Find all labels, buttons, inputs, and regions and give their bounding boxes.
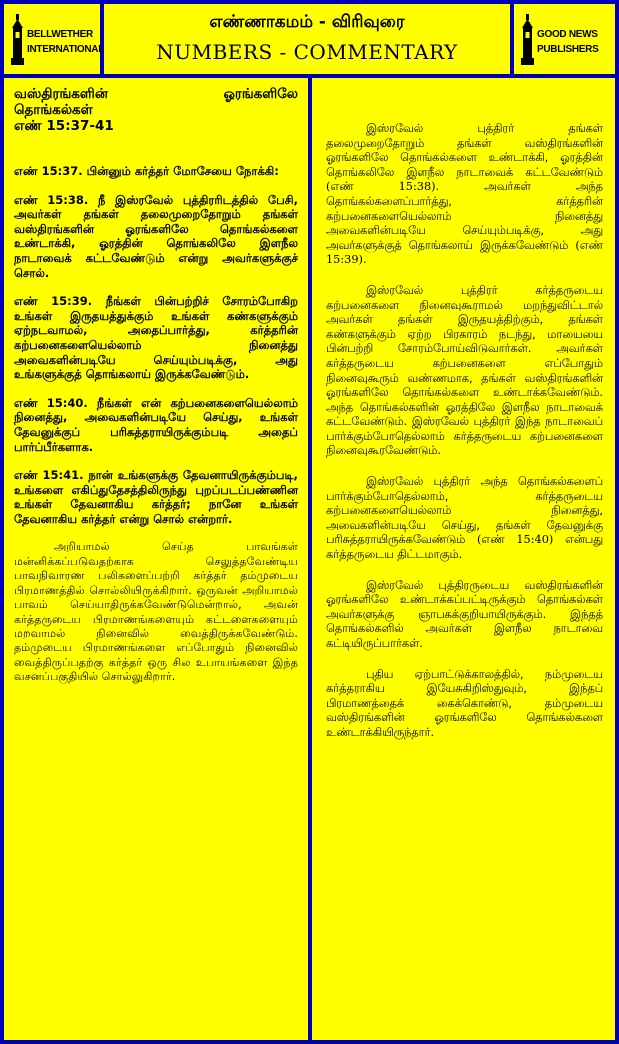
commentary-para-5: புதிய ஏற்பாட்டுக்காலத்தில், நம்முடைய கர்த்தராகிய இயேசுகிறிஸ்துவும், இந்தப் பிரமாணத்தைக் கைக்கொண்டு, தம்முடைய வஸ்திரங்களின் ஓரங்களிலே தொங்கல்களை உண்டாக்கியிருந்தார். <box>326 667 603 739</box>
bellwether-logo-panel <box>4 4 105 74</box>
verse-15-37: எண் 15:37. பின்னும் கர்த்தர் மோசேயை நோக்கி: <box>14 164 279 178</box>
bellwether-logo <box>10 14 105 66</box>
section-heading-reference: எண் 15:37-41 <box>14 118 114 134</box>
section-heading-line2: தொங்கல்கள் <box>14 102 93 118</box>
para3-reference: (எண் 15:40) <box>477 533 554 547</box>
commentary-para-2: இஸ்ரவேல் புத்திரர் கர்த்தருடைய கற்பனைகளை நினைவுகூராமல் மறந்துவிட்டால் அவர்கள் தங்கள் இருதயத்திற்கும், தங்கள் கண்களுக்கும் ஏற்ற பிரகாரம் நடந்து, மாயையை பின்பற்றி சோரம்போய்விடுவார்கள். அவர்கள் கர்த்தருடைய கற்பனைகளை எப்போதும் நினைவுகூரும் வண்ணமாக, தங்கள் வஸ்திரங்களின் ஓரங்களிலே தொங்கல்களை உண்டாக்கவேண்டும். அந்த தொங்கல்களின் ஓரத்திலே இளநீல நாடாவைக் கட்டவேண்டும். இஸ்ரவேல் புத்திரர் இந்த நாடாவைப் பார்க்கும்போதெல்லாம் கர்த்தருடைய கற்பனைகளை நினைவுகூரவேண்டும். <box>326 283 603 458</box>
para3-text-b: என்பது கர்த்தருடைய திட்டமாகும். <box>326 533 604 562</box>
header-title-english: NUMBERS - COMMENTARY <box>156 40 458 64</box>
logo-left-line1: BELLWETHER <box>27 29 93 40</box>
verse-15-40: எண் 15:40. நீங்கள் என் கற்பனைகளையெல்லாம் நினைத்து, அவைகளின்படியே செய்து, உங்கள் தேவனுக்குப் பரிசுத்தராயிருக்கும்படி அதைப் பார்ப்பீர்களாக. <box>14 395 298 454</box>
left-column <box>4 78 308 1040</box>
para3-text-a: இஸ்ரவேல் புத்திரர் அந்த தொங்கல்களைப் பார்க்கும்போதெல்லாம், கர்த்தருடைய கற்பனைகளையெல்லாம் நினைத்து, அவைகளின்படியே செய்து, தங்கள் தேவனுக்கு பரிசுத்தராயிருக்கவேண்டும் <box>326 475 603 547</box>
commentary-intro: அறியாமல் செய்த பாவங்கள் மன்னிக்கப்படுவதற்காக செலுத்தவேண்டிய பாவநிவாரண பலிகளைப்பற்றி கர்த்தர் தம்முடைய பிரமாணத்தில் சொல்லியிருக்கிறார். ஒருவன் அறியாமல் பாவம் செய்யாதிருக்கவேண்டுமென்றால், அவன் கர்த்தருடைய பிரமாணங்களையும் கட்டளைகளையும் மறவாமல் நினைவில் வைத்திருக்கவேண்டும். தம்முடைய பிரமாணங்களை எப்போதும் நினைவில் வைத்திருப்பதற்கு கர்த்தர் ஒரு சில உபாயங்களை இந்த வசனப்பகுதியில் சொல்லுகிறார். <box>14 540 298 684</box>
commentary-para-1 <box>326 122 603 268</box>
verse-15-38: எண் 15:38. நீ இஸ்ரவேல் புத்திரரிடத்தில் பேசி, அவர்கள் தங்கள் தலைமுறைதோறும் தங்கள் வஸ்திரங்களின் ஓரங்களிலே தொங்கல்களை உண்டாக்கி, ஓரத்தின் தொங்கலிலே இளநீல நாடாவைக் கட்டவேண்டும் என்று அவர்களுக்குச் சொல். <box>14 192 298 280</box>
commentary-para-3 <box>326 475 603 563</box>
good-news-logo-panel <box>514 4 615 74</box>
page-header <box>104 4 510 74</box>
para1-reference-2: (எண் 15:39). <box>326 238 603 267</box>
para1-text-a: இஸ்ரவேல் புத்திரர் தங்கள் தலைமுறைதோறும் தங்கள் வஸ்திரங்களின் ஓரங்களிலே தொங்கல்களை உண்டாக்கி, ஓரத்தின் தொங்கலிலே இளநீல நாடாவைக் கட்டவேண்டும் <box>326 122 603 179</box>
para1-reference-1: (எண் 15:38). <box>326 180 440 194</box>
verse-15-39: எண் 15:39. நீங்கள் பின்பற்றிச் சோரம்போகிற உங்கள் இருதயத்துக்கும் உங்கள் கண்களுக்கும் ஏற்நடவாமல், அதைப்பார்த்து, கர்த்தரின் கற்பனைகளையெல்லாம் நினைத்து அவைகளின்படியே செய்யும்படிக்கு, அது உங்களுக்குத் தொங்கலாய் இருக்கவேண்டும். <box>14 294 298 382</box>
para1-text-b: அவர்கள் அந்த தொங்கல்களைப்பார்த்து, கர்த்தரின் கற்பனைகளையெல்லாம் நினைத்து அவைகளின்படியே செய்யும்படிக்கு, அது அவர்களுக்குத் தொங்கலாய் இருக்கவேண்டும் <box>326 180 603 252</box>
commentary-para-4: இஸ்ரவேல் புத்திரருடைய வஸ்திரங்களின் ஓரங்களிலே உண்டாக்கப்பட்டிருக்கும் தொங்கல்கள் அவர்களுக்கு ஞாபகக்குறியாயிருக்கும். இந்தத் தொங்கல்களில் அவர்கள் இளநீல நாடாவை கட்டியிருப்பார்கள். <box>326 578 603 650</box>
right-column <box>312 78 615 1040</box>
logo-right-line2: PUBLISHERS <box>537 44 599 55</box>
header-title-tamil: எண்ணாகமம் - விரிவுரை <box>209 12 405 32</box>
logo-right-line1: GOOD NEWS <box>537 29 598 40</box>
bell-tower-icon <box>520 14 536 66</box>
bell-tower-icon <box>10 14 26 66</box>
logo-left-line2: INTERNATIONAL <box>27 44 105 55</box>
section-heading-line1: வஸ்திரங்களின் ஓரங்களிலே <box>14 86 298 102</box>
good-news-logo <box>520 14 608 66</box>
verse-15-41: எண் 15:41. நான் உங்களுக்கு தேவனாயிருக்கும்படி, உங்களை எகிப்துதேசத்திலிருந்து புறப்படப்பண்ணின உங்கள் தேவனாகிய கர்த்தர்; நானே உங்கள் தேவனாகிய கர்த்தர் என்று சொல் என்றார். <box>14 468 298 526</box>
